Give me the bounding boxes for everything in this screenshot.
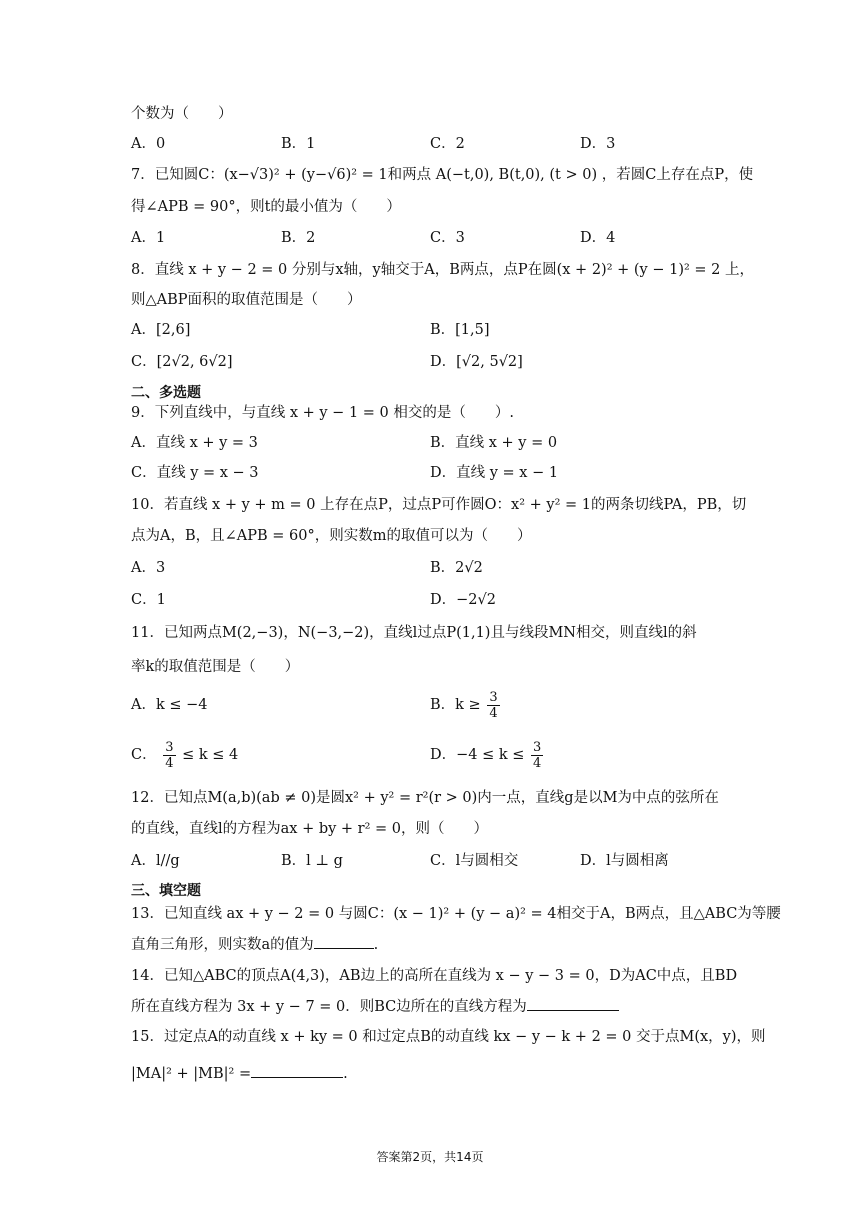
- q8-option-a: A．[2,6]: [131, 322, 191, 338]
- q11-option-c-label: C．: [131, 747, 157, 763]
- q12-option-a: A．l//g: [131, 853, 180, 869]
- answer-blank: [314, 934, 374, 949]
- q7-option-d: D．4: [580, 230, 616, 246]
- q6-option-d: D．3: [580, 136, 616, 152]
- q13-stem-end: .: [373, 937, 379, 953]
- q12-option-d: D．l与圆相离: [580, 853, 669, 869]
- q11-option-d: [430, 738, 545, 772]
- q15-stem-line2: [131, 1063, 348, 1084]
- q15-stem-end: .: [343, 1066, 348, 1082]
- q14-stem-line1: 14．已知△ABC的顶点A(4,3)，AB边上的高所在直线为 x − y − 3 = 0，D为AC中点，且BD: [131, 968, 738, 984]
- q6-option-b: B．1: [281, 136, 316, 152]
- q9-option-d: D．直线 y = x − 1: [430, 465, 559, 481]
- fraction-numerator: 3: [165, 739, 174, 755]
- fraction-denominator: 4: [165, 755, 174, 771]
- q11-option-d-fraction: [531, 740, 543, 771]
- q13-stem-line2: [131, 934, 378, 955]
- q6-option-c: C．2: [430, 136, 465, 152]
- q11-option-b-fraction: [487, 690, 499, 721]
- q7-option-c: C．3: [430, 230, 465, 246]
- q11-option-c: [131, 738, 238, 772]
- q12-option-c: C．l与圆相交: [430, 853, 519, 869]
- q10-option-c: C．1: [131, 592, 166, 608]
- q11-stem-line1: 11．已知两点M(2,−3)，N(−3,−2)，直线l过点P(1,1)且与线段MN相交，则直线l的斜: [131, 625, 697, 641]
- q8-option-b: B．[1,5]: [430, 322, 490, 338]
- q11-option-b-text: B．k ≥: [430, 697, 481, 713]
- q7-stem-line1: 7．已知圆C：(x−√3)² + (y−√6)² = 1和两点 A(−t,0), B(t,0), (t > 0) ，若圆C上存在点P，使: [131, 167, 754, 183]
- answer-blank: [251, 1063, 343, 1078]
- section-heading-multi-choice: 二、多选题: [131, 385, 201, 401]
- q11-option-d-text: D．−4 ≤ k ≤: [430, 747, 525, 763]
- q13-stem-line1: 13．已知直线 ax + y − 2 = 0 与圆C：(x − 1)² + (y − a)² = 4相交于A，B两点，且△ABC为等腰: [131, 906, 781, 922]
- q8-option-c: C．[2√2, 6√2]: [131, 354, 233, 370]
- q10-stem-line2: 点为A，B，且∠APB = 60°，则实数m的取值可以为（ ）: [131, 528, 532, 544]
- q9-option-b: B．直线 x + y = 0: [430, 435, 558, 451]
- fraction-numerator: 3: [489, 689, 498, 705]
- q11-option-c-fraction: [163, 740, 175, 771]
- page-footer: 答案第2页，共14页: [376, 1150, 484, 1164]
- fraction-numerator: 3: [533, 739, 542, 755]
- q8-stem-line1: 8．直线 x + y − 2 = 0 分别与x轴，y轴交于A，B两点，点P在圆(x + 2)² + (y − 1)² = 2 上，: [131, 262, 754, 278]
- q10-option-b: B．2√2: [430, 560, 483, 576]
- q9-stem-line1: 9．下列直线中，与直线 x + y − 1 = 0 相交的是（ ）.: [131, 405, 514, 421]
- q9-option-c: C．直线 y = x − 3: [131, 465, 259, 481]
- q9-option-a: A．直线 x + y = 3: [131, 435, 258, 451]
- q11-stem-line2: 率k的取值范围是（ ）: [131, 659, 300, 675]
- q14-stem-line2: [131, 996, 619, 1017]
- q15-stem-line1: 15．过定点A的动直线 x + ky = 0 和过定点B的动直线 kx − y − k + 2 = 0 交于点M(x，y)，则: [131, 1029, 766, 1045]
- q12-option-b: B．l ⊥ g: [281, 853, 343, 869]
- q11-option-c-rest: ≤ k ≤ 4: [182, 747, 239, 763]
- q7-option-a: A．1: [131, 230, 166, 246]
- q8-stem-line2: 则△ABP面积的取值范围是（ ）: [131, 292, 362, 308]
- q12-stem-line2: 的直线，直线l的方程为ax + by + r² = 0，则（ ）: [131, 821, 489, 837]
- q7-option-b: B．2: [281, 230, 316, 246]
- q11-option-a: A．k ≤ −4: [131, 697, 208, 713]
- q12-stem-line1: 12．已知点M(a,b)(ab ≠ 0)是圆x² + y² = r²(r > 0)内一点，直线g是以M为中点的弦所在: [131, 790, 719, 806]
- q13-stem-text: 直角三角形，则实数a的值为: [131, 937, 314, 953]
- q6-tail: 个数为（ ）: [131, 106, 233, 122]
- q10-option-d: D．−2√2: [430, 592, 496, 608]
- q11-option-b: [430, 688, 502, 722]
- q7-stem-line2: 得∠APB = 90°，则t的最小值为（ ）: [131, 199, 401, 215]
- q14-stem-text: 所在直线方程为 3x + y − 7 = 0．则BC边所在的直线方程为: [131, 999, 527, 1015]
- fraction-denominator: 4: [489, 705, 498, 721]
- section-heading-fill-in: 三、填空题: [131, 883, 201, 899]
- q8-option-d: D．[√2, 5√2]: [430, 354, 523, 370]
- q10-stem-line1: 10．若直线 x + y + m = 0 上存在点P，过点P可作圆O：x² + y² = 1的两条切线PA，PB，切: [131, 497, 747, 513]
- answer-blank: [527, 996, 619, 1011]
- q15-stem-text: |MA|² + |MB|² =: [131, 1066, 252, 1082]
- fraction-denominator: 4: [533, 755, 542, 771]
- q6-option-a: A．0: [131, 136, 166, 152]
- q10-option-a: A．3: [131, 560, 166, 576]
